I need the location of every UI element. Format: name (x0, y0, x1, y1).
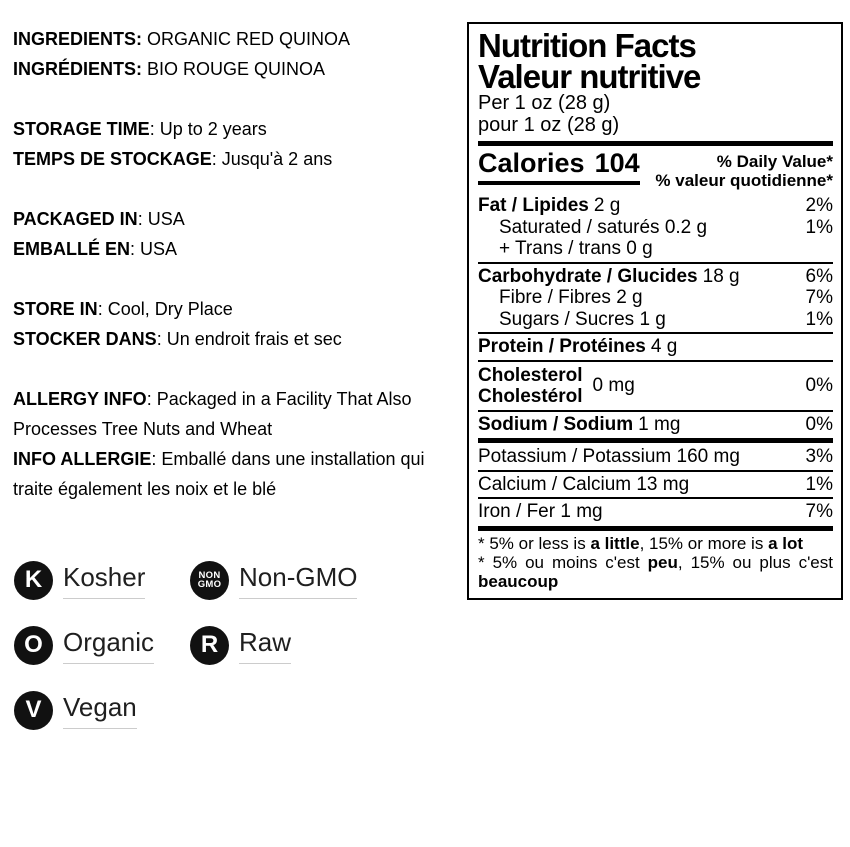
raw-icon: R (190, 626, 229, 665)
badge-non-gmo-label: Non-GMO (239, 562, 357, 599)
nutrient-row-potassium (478, 446, 833, 468)
nutrient-row-fat (478, 195, 833, 217)
badge-organic-label: Organic (63, 627, 154, 664)
calories-value (478, 149, 640, 185)
packaged-in-value-fr: : USA (130, 239, 178, 259)
calcium-label: Calcium / Calcium 13 mg (478, 473, 690, 495)
carbohydrate-dv: 6% (805, 265, 833, 287)
divider-thick (478, 438, 833, 443)
nutrient-row-trans (478, 238, 833, 260)
footnote-en-bold1: a little (590, 533, 640, 553)
allergy-info-line-fr (13, 444, 468, 504)
storage-time-group (13, 114, 468, 174)
footnote-fr-seg2: , 15% ou plus c'est (677, 552, 833, 572)
footnote-fr-seg1: * 5% ou moins c'est (478, 552, 648, 572)
badge-raw-label: Raw (239, 627, 291, 664)
potassium-label: Potassium / Potassium 160 mg (478, 446, 740, 467)
kosher-icon: K (14, 561, 53, 600)
carbohydrate-label: Carbohydrate / Glucides (478, 265, 698, 287)
nutrition-facts-panel (467, 22, 843, 600)
ingredients-label-fr: INGRÉDIENTS: (13, 59, 143, 79)
badge-raw (190, 625, 357, 665)
footnote-fr (478, 553, 833, 591)
protein-label: Protein / Protéines (478, 336, 646, 357)
cholesterol-label-en: Cholesterol (478, 364, 583, 386)
nutrient-row-fibre (478, 287, 833, 309)
allergy-info-value-fr: : Emballé dans une installation qui traite également les noix et le blé (13, 449, 425, 499)
storage-time-value-fr: : Jusqu'à 2 ans (211, 149, 333, 169)
divider-thin (478, 470, 833, 472)
nutrient-row-carbohydrate (478, 266, 833, 288)
potassium-dv: 3% (805, 446, 833, 467)
sugars-label: Sugars / Sucres 1 g (499, 308, 666, 330)
allergy-info-value-en: : Packaged in a Facility That Also Processes Tree Nuts and Wheat (13, 389, 412, 439)
badge-kosher-label: Kosher (63, 562, 145, 599)
nutrient-row-saturated (478, 217, 833, 239)
ingredients-line-en (13, 24, 468, 54)
calories-number: 104 (594, 148, 640, 178)
storage-time-label-en: STORAGE TIME (13, 119, 150, 139)
storage-time-line-en (13, 114, 468, 144)
sodium-name (478, 414, 680, 436)
nutrition-title-en: Nutrition Facts (478, 27, 696, 64)
divider-thin (478, 332, 833, 334)
fat-amount: 2 g (593, 195, 621, 216)
fat-label: Fat / Lipides (478, 195, 589, 216)
non-gmo-icon (190, 561, 229, 600)
vegan-icon: V (14, 691, 53, 730)
footnote-en-seg2: , 15% or more is (639, 533, 769, 553)
nutrient-row-protein (478, 336, 833, 358)
nutrient-row-sugars (478, 309, 833, 331)
cholesterol-amount: 0 mg (592, 375, 635, 396)
fat-dv: 2% (805, 195, 833, 216)
storage-time-value-en: : Up to 2 years (149, 119, 267, 139)
non-gmo-icon-top-text: NON (198, 569, 221, 581)
packaged-in-line-fr (13, 234, 468, 264)
sugars-dv: 1% (805, 308, 833, 330)
cholesterol-label-fr: Cholestérol (478, 385, 583, 407)
allergy-info-label-en: ALLERGY INFO (13, 389, 147, 409)
packaged-in-label-fr: EMBALLÉ EN (13, 239, 130, 259)
nutrient-row-calcium (478, 474, 833, 496)
footnote-en-seg1: * 5% or less is (478, 533, 591, 553)
allergy-info-label-fr: INFO ALLERGIE (13, 449, 152, 469)
badge-organic (14, 625, 190, 665)
divider-thin (478, 360, 833, 362)
ingredients-line-fr (13, 54, 468, 84)
packaged-in-label-en: PACKAGED IN (13, 209, 138, 229)
serving-size-en: Per 1 oz (28 g) (478, 92, 611, 114)
storage-time-line-fr (13, 144, 468, 174)
left-info-panel (13, 24, 468, 534)
calories-label: Calories (478, 148, 585, 178)
store-in-value-fr: : Un endroit frais et sec (156, 329, 342, 349)
fibre-dv: 7% (805, 287, 833, 308)
nutrient-row-iron (478, 501, 833, 523)
ingredients-value-en: ORGANIC RED QUINOA (142, 29, 351, 49)
badge-kosher (14, 560, 190, 600)
divider-thick (478, 141, 833, 146)
storage-time-label-fr: TEMPS DE STOCKAGE (13, 149, 212, 169)
footnote-en (478, 534, 833, 553)
packaged-in-group (13, 204, 468, 264)
iron-label: Iron / Fer 1 mg (478, 501, 603, 522)
non-gmo-icon-bottom-text: GMO (197, 579, 222, 590)
divider-thick (478, 526, 833, 531)
store-in-label-en: STORE IN (13, 299, 98, 319)
footnote-fr-bold1: peu (647, 552, 678, 572)
sodium-label: Sodium / Sodium (478, 413, 634, 435)
daily-value-header-fr: % valeur quotidienne* (655, 171, 833, 190)
store-in-value-en: : Cool, Dry Place (97, 299, 233, 319)
ingredients-label-en: INGREDIENTS: (13, 29, 143, 49)
fat-name (478, 195, 620, 217)
ingredients-value-fr: BIO ROUGE QUINOA (142, 59, 326, 79)
sodium-dv: 0% (805, 413, 833, 435)
packaged-in-value-en: : USA (137, 209, 185, 229)
badge-non-gmo (190, 560, 357, 600)
store-in-line-fr (13, 324, 468, 354)
saturated-dv: 1% (805, 216, 833, 238)
nutrition-title-fr: Valeur nutritive (478, 58, 701, 95)
trans-label: + Trans / trans 0 g (499, 238, 653, 259)
daily-value-header (655, 149, 833, 190)
daily-value-header-en: % Daily Value* (716, 152, 833, 171)
carbohydrate-amount: 18 g (702, 265, 740, 287)
store-in-label-fr: STOCKER DANS (13, 329, 157, 349)
sodium-amount: 1 mg (638, 413, 681, 435)
protein-name (478, 336, 677, 358)
packaged-in-line-en (13, 204, 468, 234)
iron-dv: 7% (805, 501, 833, 522)
certification-badges (14, 560, 357, 730)
nutrient-row-sodium (478, 414, 833, 436)
footnote-fr-bold2: beaucoup (478, 571, 559, 591)
serving-size-fr: pour 1 oz (28 g) (478, 114, 620, 136)
store-in-group (13, 294, 468, 354)
nutrient-row-cholesterol (478, 364, 833, 408)
carbohydrate-name (478, 266, 740, 288)
badge-vegan-label: Vegan (63, 692, 137, 729)
divider-thin (478, 497, 833, 499)
footnote (478, 534, 833, 591)
divider-thin (478, 262, 833, 264)
cholesterol-name (478, 365, 583, 407)
footnote-en-bold2: a lot (768, 533, 804, 553)
badge-vegan (14, 690, 190, 730)
saturated-label: Saturated / saturés 0.2 g (499, 216, 708, 238)
cholesterol-dv: 0% (805, 375, 833, 396)
protein-amount: 4 g (650, 336, 678, 357)
store-in-line-en (13, 294, 468, 324)
fibre-label: Fibre / Fibres 2 g (499, 287, 643, 308)
calcium-dv: 1% (805, 473, 833, 495)
allergy-info-line-en (13, 384, 468, 444)
organic-icon: O (14, 626, 53, 665)
ingredients-group (13, 24, 468, 84)
divider-thin (478, 410, 833, 412)
allergy-info-group (13, 384, 468, 504)
calories-row (478, 149, 833, 190)
